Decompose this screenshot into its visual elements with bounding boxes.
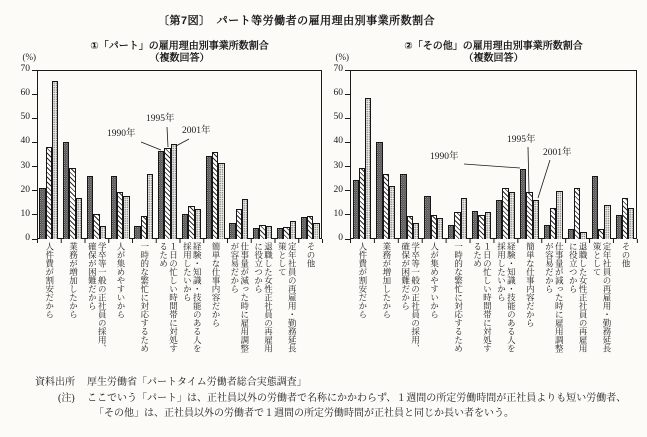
category-label-text: その他 [621, 242, 632, 268]
category-label-text: 定年社員の再雇用・勤務延長策として [592, 242, 613, 353]
category-label-text: 仕事量が減った時に雇用調整が容易だから [229, 242, 250, 353]
chart-subtitle-other: （複数回答） [463, 53, 524, 64]
bar-2001年-cat1 [365, 98, 371, 239]
source-label: 資料出所 [35, 377, 75, 388]
y-axis-tick-label: 10 [333, 208, 343, 219]
category-label-text: 学卒等一般の正社員の採用、確保が困難だから [87, 242, 108, 353]
y-axis-tick-label: 30 [333, 160, 343, 171]
category-label-text: 簡単な仕事内容だから [525, 242, 536, 327]
y-axis-tick [32, 118, 37, 119]
y-axis-tick-label: 50 [20, 112, 30, 123]
category-label-3 [85, 242, 109, 360]
category-axis-labels-other [350, 242, 637, 360]
category-label-text: １日の忙しい時間帯に対処するため [472, 242, 493, 353]
figure-title: 〔第7図〕 パート等労働者の雇用理由別事業所数割合 [158, 15, 436, 27]
category-label-text: 経験・知識・技能のある人を採用したいから [182, 242, 203, 353]
y-axis-tick-label: 70 [20, 64, 30, 74]
category-label-9 [541, 242, 565, 360]
bar-2001年-cat11 [290, 221, 296, 239]
plot-area-part [20, 64, 322, 243]
category-label-4 [108, 242, 132, 360]
category-label-text: 仕事量が減った時に雇用調整が容易だから [544, 242, 565, 353]
bar-2001年-cat6 [171, 144, 177, 239]
category-label-1 [350, 242, 374, 360]
y-axis-tick [32, 94, 37, 95]
category-label-6 [156, 242, 180, 360]
y-axis-tick-label: 10 [20, 208, 30, 219]
bar-2001年-cat10 [266, 226, 272, 239]
series-annotation-1995年: 1995年 [146, 114, 175, 124]
series-annotation-1995年: 1995年 [507, 135, 536, 145]
bar-2001年-cat3 [100, 226, 106, 239]
bar-2001年-cat7 [195, 209, 201, 239]
category-label-text: その他 [306, 242, 317, 268]
bar-2001年-cat8 [533, 200, 539, 239]
y-axis-tick [32, 190, 37, 191]
bar-2001年-cat2 [389, 186, 395, 239]
category-label-text: 一時的な繁忙に対応するため [139, 242, 150, 353]
category-label-2 [374, 242, 398, 360]
category-axis-labels-part [37, 242, 322, 360]
chart-title-other: ②「その他」の雇用理由別事業所数割合 [404, 41, 583, 52]
bar-2001年-cat3 [413, 223, 419, 239]
bar-2001年-cat10 [580, 232, 586, 239]
series-annotation-2001年: 2001年 [182, 126, 211, 136]
y-axis-tick-label: 20 [333, 184, 343, 195]
category-label-7 [180, 242, 204, 360]
y-axis-tick-label: 30 [20, 160, 30, 171]
category-label-9 [227, 242, 251, 360]
series-annotation-1990年: 1990年 [107, 129, 136, 139]
category-label-text: 経験・知識・技能のある人を採用したいから [496, 242, 517, 353]
category-label-text: 学卒等一般の正社員の採用、確保が困難だから [400, 242, 421, 353]
bar-2001年-cat8 [218, 163, 224, 239]
bar-2001年-cat9 [242, 199, 248, 239]
category-label-12 [298, 242, 322, 360]
y-axis-unit-label: (%) [335, 52, 349, 62]
y-axis-tick-label: 20 [20, 184, 30, 195]
category-label-5 [132, 242, 156, 360]
category-label-text: １日の忙しい時間帯に対処するため [158, 242, 179, 353]
y-axis-tick [32, 70, 37, 71]
series-annotation-1990年: 1990年 [430, 152, 459, 162]
category-label-10 [565, 242, 589, 360]
y-axis-tick-label: 0 [25, 233, 30, 243]
y-axis-tick-label: 40 [20, 136, 30, 147]
bar-2001年-cat4 [123, 196, 129, 239]
category-label-text: 簡単な仕事内容だから [211, 242, 222, 327]
note-line-2: 「その他」は、正社員以外の労働者で１週間の所定労働時間が正社員と同じか長い者をいう。 [94, 408, 514, 419]
y-axis-tick [32, 142, 37, 143]
category-label-text: 退職した女性正社員の再雇用に役立つから [253, 242, 274, 353]
chart-subtitle-part: （複数回答） [149, 53, 210, 64]
bar-2001年-cat4 [437, 218, 443, 239]
bar-2001年-cat5 [461, 198, 467, 239]
category-label-1 [37, 242, 61, 360]
y-axis-tick-label: 40 [333, 136, 343, 147]
y-axis-tick [345, 142, 350, 143]
y-axis-tick-label: 70 [333, 64, 343, 74]
category-label-text: 一時的な繁忙に対応するため [453, 242, 464, 353]
category-label-6 [470, 242, 494, 360]
category-label-2 [61, 242, 85, 360]
category-label-7 [494, 242, 518, 360]
y-axis-tick [345, 190, 350, 191]
category-label-5 [446, 242, 470, 360]
bar-2001年-cat6 [485, 212, 491, 239]
category-label-3 [398, 242, 422, 360]
bar-2001年-cat2 [76, 198, 82, 239]
plot-area-other [333, 64, 637, 243]
y-axis-tick [345, 118, 350, 119]
bar-2001年-cat12 [628, 208, 634, 239]
category-label-11 [275, 242, 299, 360]
y-axis-tick-label: 60 [20, 88, 30, 99]
bar-2001年-cat1 [52, 81, 58, 239]
bar-2001年-cat9 [556, 191, 562, 239]
category-label-12 [613, 242, 637, 360]
note-label: (注) [58, 393, 75, 404]
y-axis-tick [345, 166, 350, 167]
category-label-text: 業務が増加したから [68, 242, 79, 319]
category-label-text: 退職した女性正社員の再雇用に役立つから [568, 242, 589, 353]
category-label-text: 人が集めやすいから [116, 242, 127, 319]
series-annotation-2001年: 2001年 [543, 148, 572, 158]
bar-2001年-cat11 [604, 205, 610, 239]
y-axis-tick-label: 50 [333, 112, 343, 123]
y-axis-tick [345, 214, 350, 215]
category-label-text: 人件費が割安だから [357, 242, 368, 319]
category-label-text: 人が集めやすいから [429, 242, 440, 319]
y-axis-tick-label: 0 [338, 233, 343, 243]
y-axis-tick [345, 70, 350, 71]
chart-title-part: ①「パート」の雇用理由別事業所数割合 [90, 41, 269, 52]
category-label-text: 定年社員の再雇用・勤務延長策として [277, 242, 298, 353]
bar-2001年-cat5 [147, 174, 153, 239]
bar-2001年-cat7 [509, 192, 515, 239]
source-text: 厚生労働省「パートタイム労働者総合実態調査」 [87, 377, 307, 388]
category-label-text: 業務が増加したから [381, 242, 392, 319]
y-axis-tick [345, 94, 350, 95]
y-axis-tick-label: 60 [333, 88, 343, 99]
category-label-4 [422, 242, 446, 360]
category-label-text: 人件費が割安だから [44, 242, 55, 319]
category-label-11 [589, 242, 613, 360]
note-line-1: ここでいう「パート」は、正社員以外の労働者で名称にかかわらず、１週間の所定労働時間が正社員よりも短い労働者、 [87, 393, 627, 404]
y-axis-unit-label: (%) [22, 52, 36, 62]
category-label-10 [251, 242, 275, 360]
y-axis-tick [32, 214, 37, 215]
category-label-8 [517, 242, 541, 360]
y-axis-tick [32, 166, 37, 167]
category-label-8 [203, 242, 227, 360]
